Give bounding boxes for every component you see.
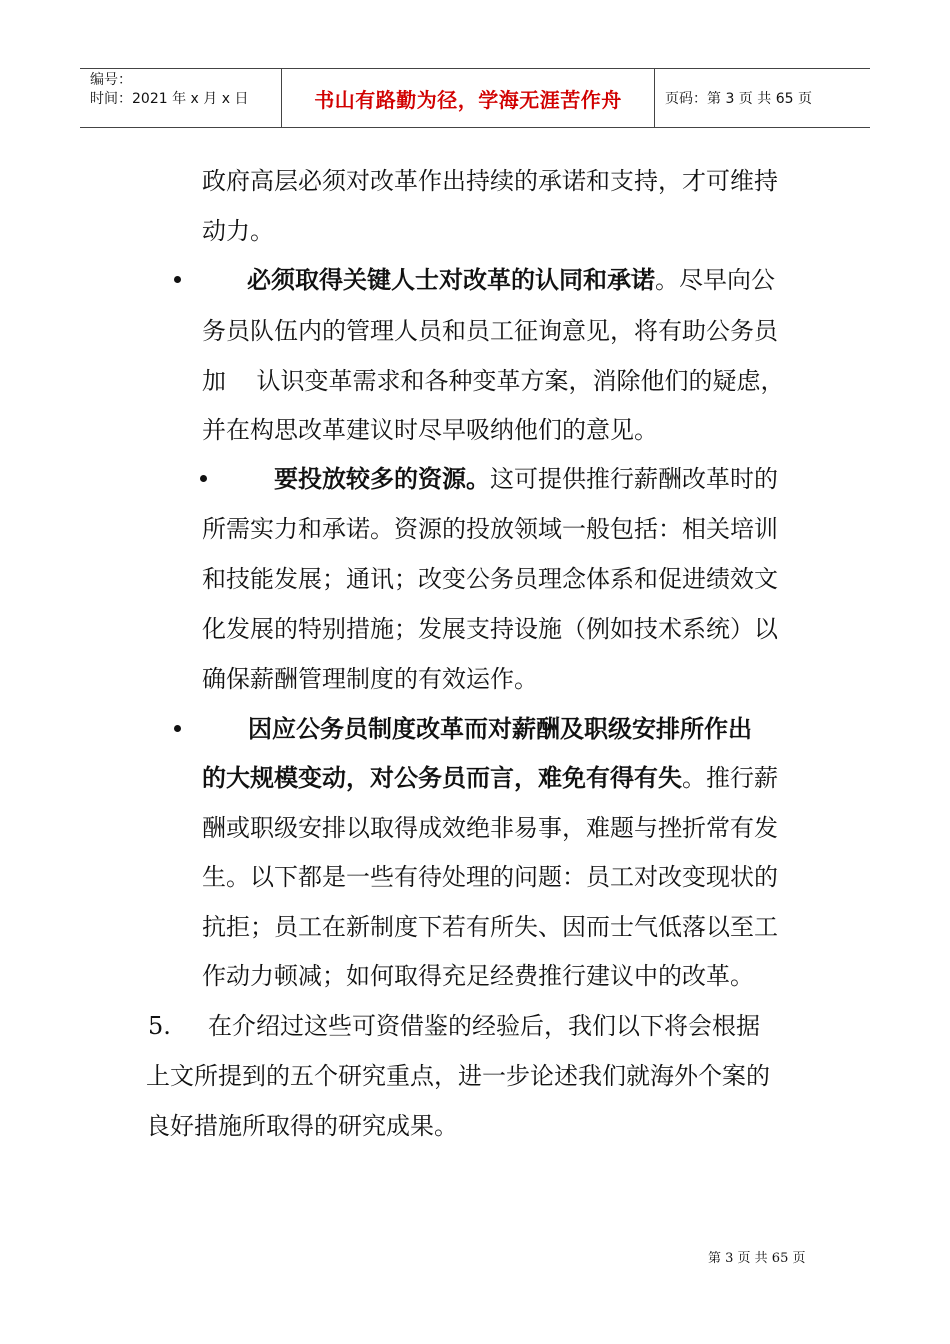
bullet-text: 这可提供推行薪酬改革时的 (490, 465, 778, 493)
bullet-icon (174, 725, 181, 732)
doc-number-label: 编号： (90, 72, 132, 88)
bullet-line: 和技能发展；通讯；改变公务员理念体系和促进绩效文 (202, 565, 778, 593)
bullet-line: 并在构思改革建议时尽早吸纳他们的意见。 (202, 416, 658, 444)
paragraph-number: 5. (148, 1012, 171, 1040)
bullet-line (248, 714, 752, 744)
page-footer: 第 3 页 共 65 页 (708, 1251, 806, 1266)
bullet-heading: 要投放较多的资源。 (274, 464, 490, 493)
bullet-line: 抗拒；员工在新制度下若有所失、因而士气低落以至工 (202, 913, 778, 941)
header-page-code: 页码：第 3 页 共 65 页 (665, 91, 812, 107)
bullet-line: 生。以下都是一些有待处理的问题：员工对改变现状的 (202, 863, 778, 891)
bullet-line (247, 265, 775, 295)
bullet-line: 作动力顿减；如何取得充足经费推行建议中的改革。 (202, 962, 754, 990)
paragraph-line: 上文所提到的五个研究重点，进一步论述我们就海外个案的 (146, 1062, 770, 1090)
header-motto: 书山有路勤为径，学海无涯苦作舟 (282, 69, 655, 127)
bullet-icon (174, 276, 181, 283)
bullet-line: 务员队伍内的管理人员和员工征询意见，将有助公务员 (202, 317, 778, 345)
bullet-line (274, 464, 778, 494)
bullet-line: 酬或职级安排以取得成效绝非易事，难题与挫折常有发 (202, 814, 778, 842)
paragraph-line: 动力。 (202, 217, 274, 245)
bullet-heading: 必须取得关键人士对改革的认同和承诺 (247, 265, 655, 294)
bullet-line: 加 认识变革需求和各种变革方案，消除他们的疑虑， (202, 367, 785, 395)
bullet-text: 。尽早向公 (655, 266, 775, 294)
paragraph-line: 政府高层必须对改革作出持续的承诺和支持，才可维持 (202, 167, 778, 195)
paragraph-line: 良好措施所取得的研究成果。 (146, 1112, 458, 1140)
bullet-text: 。推行薪 (682, 764, 778, 792)
page-header (80, 68, 870, 128)
bullet-line (202, 763, 778, 793)
bullet-line: 所需实力和承诺。资源的投放领域一般包括：相关培训 (202, 515, 778, 543)
doc-time-label: 时间：2021 年 x 月 x 日 (90, 91, 249, 107)
paragraph-line: 在介绍过这些可资借鉴的经验后，我们以下将会根据 (208, 1012, 760, 1040)
bullet-heading: 的大规模变动，对公务员而言，难免有得有失 (202, 763, 682, 792)
bullet-heading: 因应公务员制度改革而对薪酬及职级安排所作出 (248, 714, 752, 743)
bullet-line: 确保薪酬管理制度的有效运作。 (202, 665, 538, 693)
bullet-icon (200, 475, 207, 482)
bullet-line: 化发展的特别措施；发展支持设施（例如技术系统）以 (202, 615, 778, 643)
header-meta (80, 69, 282, 127)
